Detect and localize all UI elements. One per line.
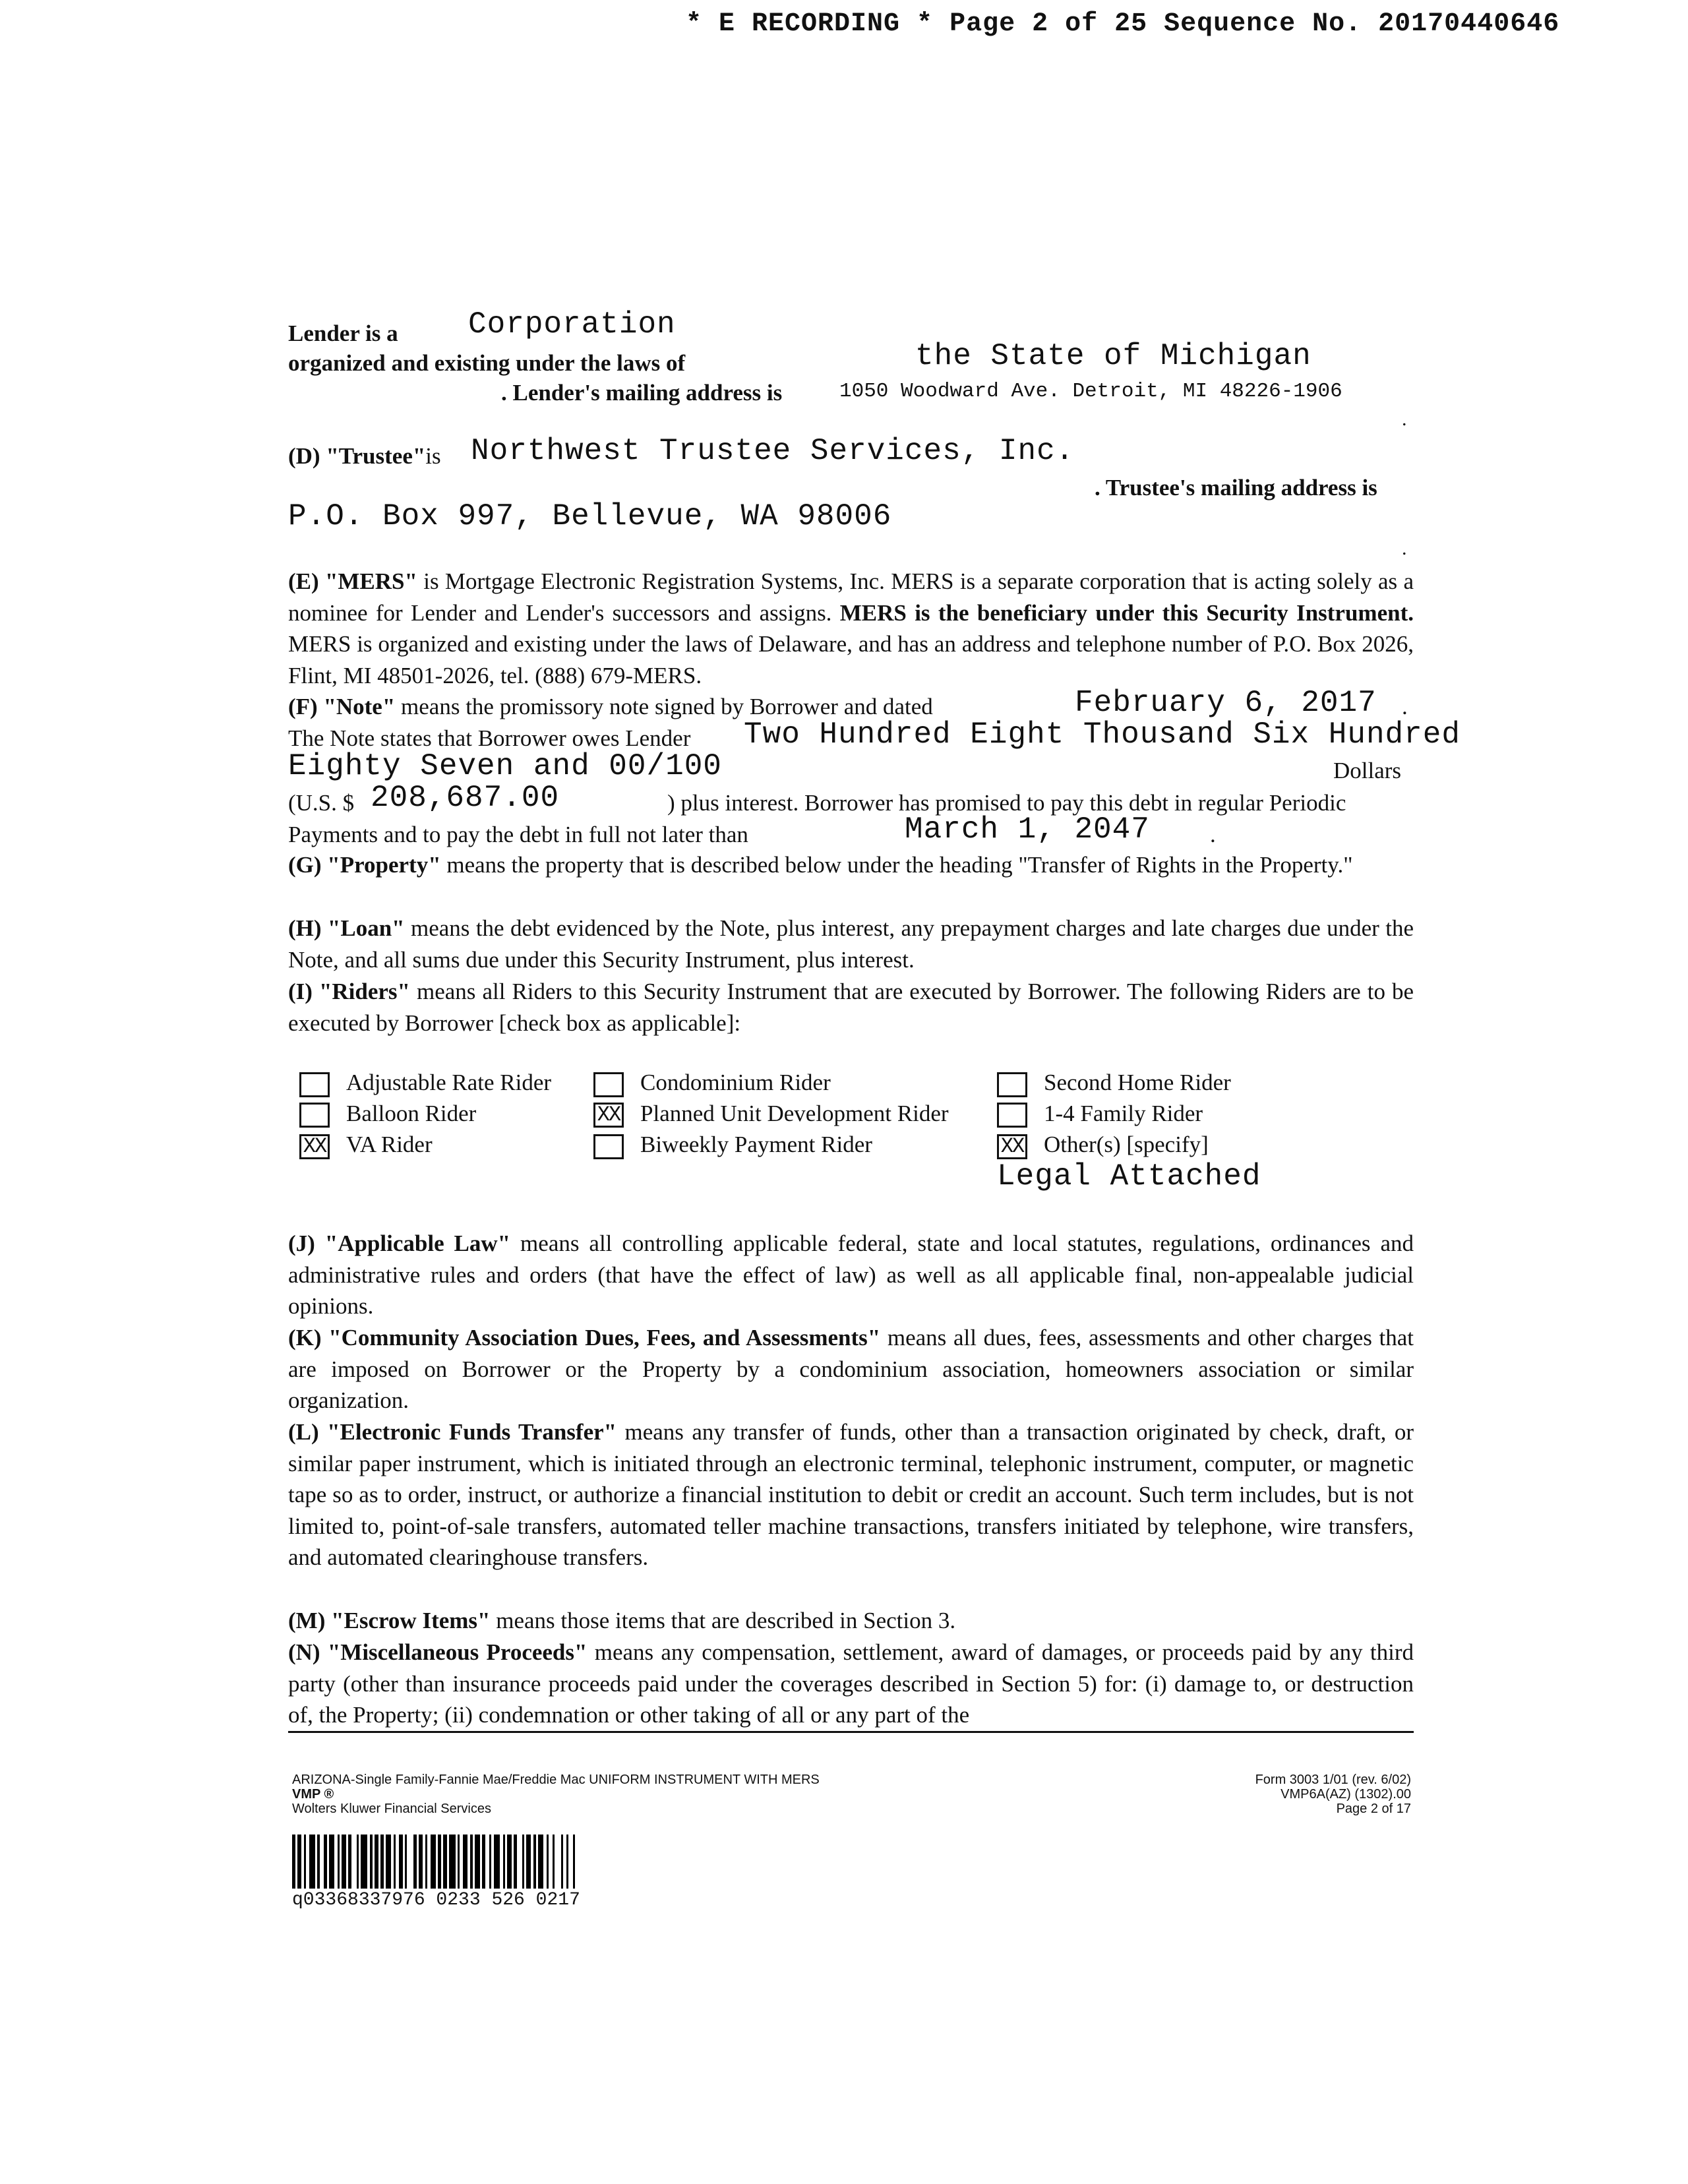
footer-rule <box>288 1731 1414 1733</box>
escrow-paragraph <box>288 1605 1414 1637</box>
mers-prefix: (E) "MERS" <box>288 568 417 594</box>
barcode-bar <box>489 1835 491 1889</box>
rider-checkbox-condominium[interactable] <box>593 1072 624 1097</box>
mers-paragraph <box>288 566 1414 691</box>
barcode-bar <box>324 1835 327 1889</box>
note-us-label: (U.S. $ <box>288 790 355 816</box>
barcode-bar <box>522 1835 524 1889</box>
rider-checkbox-biweekly[interactable] <box>593 1134 624 1159</box>
rider-checkbox-pud[interactable]: XX <box>593 1103 624 1128</box>
barcode-bar <box>317 1835 319 1889</box>
rider-checkbox-1-4-family[interactable] <box>997 1103 1027 1128</box>
note-period-mark-2: . <box>1210 822 1216 847</box>
barcode-bar <box>309 1835 316 1889</box>
trustee-label <box>288 440 441 472</box>
note-line4: Payments and to pay the debt in full not later than <box>288 822 748 847</box>
barcode-bar <box>394 1835 396 1889</box>
note-amount-words-1: Two Hundred Eight Thousand Six Hundred <box>744 717 1461 752</box>
rider-label-1-4-family: 1-4 Family Rider <box>1044 1101 1203 1126</box>
note-amount-numeric: 208,687.00 <box>371 781 560 815</box>
property-paragraph <box>288 849 1414 881</box>
footer-vmp: VMP ® <box>292 1787 334 1802</box>
barcode-bar <box>449 1835 456 1889</box>
eft-paragraph <box>288 1416 1414 1573</box>
rider-label-pud: Planned Unit Development Rider <box>640 1101 949 1126</box>
barcode-bar <box>431 1835 436 1889</box>
barcode-bar <box>386 1835 391 1889</box>
barcode-bar <box>547 1835 549 1889</box>
rider-label-other: Other(s) [specify] <box>1044 1132 1209 1157</box>
note-amount-words-2: Eighty Seven and 00/100 <box>288 749 722 783</box>
trustee-name: Northwest Trustee Services, Inc. <box>471 434 1075 468</box>
recording-header: * E RECORDING * Page 2 of 25 Sequence No. 20170440646 <box>686 9 1560 39</box>
barcode-bar <box>538 1835 543 1889</box>
lender-state: the State of Michigan <box>915 339 1311 373</box>
rider-label-adjustable-rate: Adjustable Rate Rider <box>346 1070 552 1095</box>
note-line3: ) plus interest. Borrower has promised to pay this debt in regular Periodic <box>667 790 1346 816</box>
barcode-bar <box>405 1835 407 1889</box>
community-prefix: (K) "Community Association Dues, Fees, and Assessments" <box>288 1325 881 1350</box>
rider-checkbox-second-home[interactable] <box>997 1072 1027 1097</box>
barcode-bar <box>425 1835 427 1889</box>
barcode-bar <box>482 1835 485 1889</box>
trustee-address: P.O. Box 997, Bellevue, WA 98006 <box>288 499 892 533</box>
barcode-number: q03368337976 0233 526 0217 <box>292 1890 580 1910</box>
community-paragraph <box>288 1322 1414 1416</box>
property-prefix: (G) "Property" <box>288 852 441 878</box>
applicable-law-prefix: (J) "Applicable Law" <box>288 1230 511 1256</box>
barcode-bar <box>413 1835 417 1889</box>
barcode-bar <box>304 1835 306 1889</box>
barcode-bar <box>329 1835 334 1889</box>
riders-prefix: (I) "Riders" <box>288 979 410 1004</box>
trustee-prefix: (D) "Trustee" <box>288 443 426 469</box>
barcode-bar <box>566 1835 568 1889</box>
barcode-bar <box>357 1835 359 1889</box>
note-dollars-label: Dollars <box>1333 758 1402 783</box>
escrow-prefix: (M) "Escrow Items" <box>288 1608 491 1633</box>
barcode-bar <box>526 1835 530 1889</box>
loan-text: means the debt evidenced by the Note, plus interest, any prepayment charges and late charges due under the Note, and all sums due under this Security Instrument, plus interest. <box>288 915 1414 973</box>
barcode-bar <box>370 1835 372 1889</box>
barcode-bar <box>438 1835 441 1889</box>
note-line1-text: means the promissory note signed by Borrower and dated <box>395 694 933 719</box>
barcode-bar <box>399 1835 403 1889</box>
barcode-bar <box>342 1835 346 1889</box>
footer-page-number: Page 2 of 17 <box>1336 1802 1411 1816</box>
applicable-law-paragraph <box>288 1228 1414 1322</box>
note-date: February 6, 2017 <box>1075 686 1377 720</box>
barcode-bar <box>553 1835 555 1889</box>
barcode-bar <box>561 1835 563 1889</box>
applicable-law-text: means all controlling applicable federal, state and local statutes, regulations, ordinances and administrative rules and orders (that have the effect of law) as well as all applicable final, non-appealable judicial opinions. <box>288 1230 1414 1319</box>
trustee-is-label: is <box>425 443 441 469</box>
barcode-bar <box>297 1835 301 1889</box>
barcode-bar <box>514 1835 517 1889</box>
barcode-bar <box>292 1835 295 1889</box>
lender-is-a-label: Lender is a <box>288 320 398 346</box>
footer-form-title: ARIZONA-Single Family-Fannie Mae/Freddie Mac UNIFORM INSTRUMENT WITH MERS <box>292 1773 820 1787</box>
barcode-bar <box>470 1835 472 1889</box>
lender-organized-label: organized and existing under the laws of <box>288 350 686 376</box>
rider-label-condominium: Condominium Rider <box>640 1070 831 1095</box>
footer-vmp-code: VMP6A(AZ) (1302).00 <box>1281 1787 1411 1802</box>
rider-label-second-home: Second Home Rider <box>1044 1070 1231 1095</box>
rider-checkbox-balloon[interactable] <box>299 1103 330 1128</box>
loan-paragraph <box>288 913 1414 975</box>
mers-text1: is Mortgage Electronic Registration Systems, Inc. MERS is a separate corporation that is acting solely as a nominee for Lender and Lender's successors and assigns. <box>288 568 1414 626</box>
barcode-bar <box>458 1835 460 1889</box>
barcode-bar <box>573 1835 575 1889</box>
barcode-bar <box>375 1835 378 1889</box>
note-prefix: (F) "Note" <box>288 694 396 719</box>
barcode-bar <box>338 1835 340 1889</box>
barcode-bar <box>419 1835 423 1889</box>
footer-form-number: Form 3003 1/01 (rev. 6/02) <box>1255 1773 1411 1787</box>
barcode-bar <box>443 1835 447 1889</box>
barcode-bar <box>348 1835 351 1889</box>
misc-text: means any compensation, settlement, award of damages, or proceeds paid by any third party (other than insurance proceeds paid under the coverages described in Section 5) for: (i) damage to, or destruction of, the Property; (ii) condemnation or other taking of all or any part of the <box>288 1639 1414 1728</box>
note-period-mark: . <box>1402 694 1408 719</box>
rider-label-va: VA Rider <box>346 1132 433 1157</box>
note-line2: The Note states that Borrower owes Lender <box>288 725 691 751</box>
misc-paragraph <box>288 1637 1414 1731</box>
riders-paragraph <box>288 976 1414 1039</box>
lender-mailing-label: . Lender's mailing address is <box>501 380 783 406</box>
barcode-bar <box>463 1835 467 1889</box>
eft-prefix: (L) "Electronic Funds Transfer" <box>288 1419 617 1445</box>
escrow-text: means those items that are described in Section 3. <box>490 1608 956 1633</box>
lender-type: Corporation <box>468 307 676 342</box>
eft-text: means any transfer of funds, other than a transaction originated by check, draft, or similar paper instrument, which is initiated through an electronic terminal, telephonic instrument, computer, or magnetic tape so as to order, instruct, or authorize a financial institution to debit or credit an account. Such term includes, but is not limited to, point-of-sale transfers, automated teller machine transactions, transfers initiated by telephone, wire transfers, and automated clearinghouse transfers. <box>288 1419 1414 1570</box>
loan-prefix: (H) "Loan" <box>288 915 405 941</box>
barcode-bar <box>361 1835 367 1889</box>
misc-prefix: (N) "Miscellaneous Proceeds" <box>288 1639 588 1665</box>
barcode-bar <box>494 1835 500 1889</box>
barcode-graphic <box>292 1835 730 1889</box>
rider-label-balloon: Balloon Rider <box>346 1101 477 1126</box>
rider-other-specify: Legal Attached <box>997 1159 1261 1194</box>
barcode-bar <box>475 1835 480 1889</box>
barcode-bar <box>507 1835 511 1889</box>
mers-text2: MERS is organized and existing under the laws of Delaware, and has an address and telephone number of P.O. Box 2026, Flint, MI 48501-2026, tel. (888) 679-MERS. <box>288 631 1414 688</box>
mers-bold: MERS is the beneficiary under this Security Instrument. <box>839 599 1414 626</box>
rider-checkbox-adjustable-rate[interactable] <box>299 1072 330 1097</box>
lender-mailing-address: 1050 Woodward Ave. Detroit, MI 48226-1906 <box>839 380 1342 403</box>
barcode-bar <box>503 1835 505 1889</box>
lender-period-mark: . <box>1402 408 1407 430</box>
barcode-bar <box>533 1835 535 1889</box>
trustee-period-mark: . <box>1402 537 1407 559</box>
rider-label-biweekly: Biweekly Payment Rider <box>640 1132 872 1157</box>
riders-text: means all Riders to this Security Instrument that are executed by Borrower. The following Riders are to be executed by Borrower [check box as applicable]: <box>288 979 1414 1036</box>
rider-checkbox-other[interactable]: XX <box>997 1134 1027 1159</box>
rider-checkbox-va[interactable]: XX <box>299 1134 330 1159</box>
trustee-mailing-label: . Trustee's mailing address is <box>1095 475 1377 501</box>
property-text: means the property that is described below under the heading "Transfer of Rights in the Property." <box>440 852 1353 878</box>
footer-publisher: Wolters Kluwer Financial Services <box>292 1802 491 1816</box>
note-maturity-date: March 1, 2047 <box>905 812 1150 847</box>
community-text: means all dues, fees, assessments and other charges that are imposed on Borrower or the Property by a condominium association, homeowners association or similar organization. <box>288 1325 1414 1413</box>
barcode-bar <box>380 1835 384 1889</box>
